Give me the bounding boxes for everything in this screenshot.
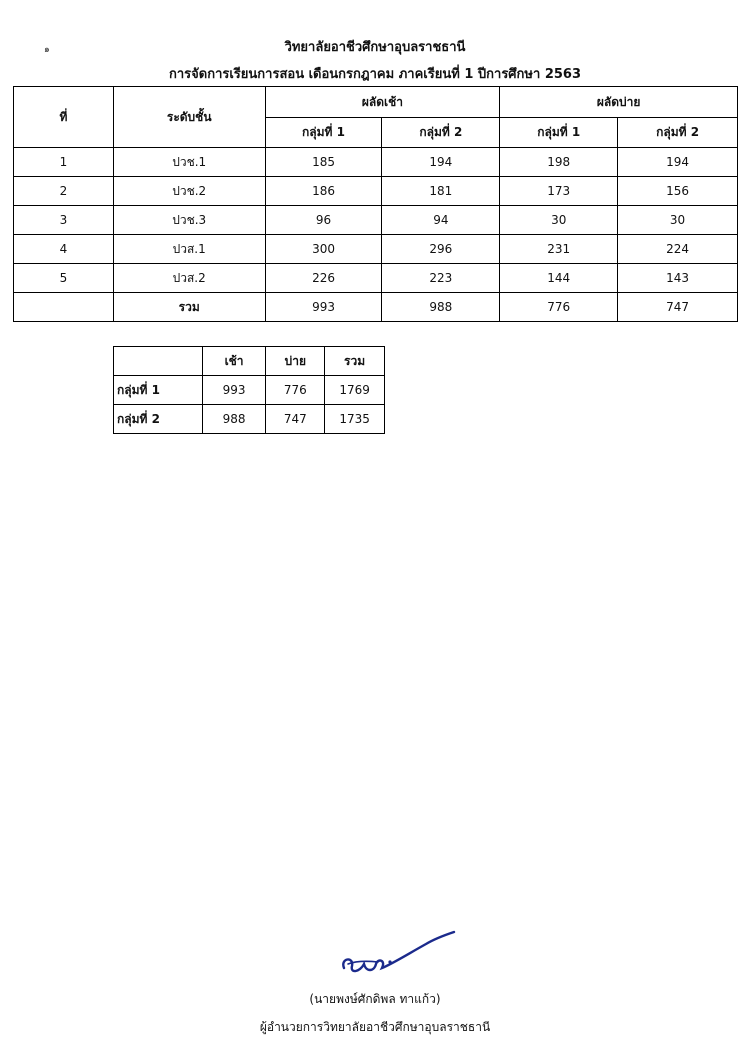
row-out-g1: 144 xyxy=(500,264,618,293)
row-out-g2: 194 xyxy=(618,148,738,177)
row-in-g1: 186 xyxy=(265,177,382,206)
row-no: 2 xyxy=(14,177,114,206)
table-row xyxy=(14,206,738,235)
summary-row-label: กลุ่มที่ 2 xyxy=(114,405,203,434)
summary-header-out: บ่าย xyxy=(266,347,325,376)
row-in-g2: 223 xyxy=(382,264,500,293)
row-out-g1: 231 xyxy=(500,235,618,264)
row-level: ปวช.2 xyxy=(113,177,265,206)
table-row xyxy=(14,177,738,206)
summary-row-label: กลุ่มที่ 1 xyxy=(114,376,203,405)
row-level: ปวส.2 xyxy=(113,264,265,293)
document-title: วิทยาลัยอาชีวศึกษาอุบลราชธานี xyxy=(284,40,466,55)
summary-header-empty xyxy=(114,347,203,376)
total-row xyxy=(14,293,738,322)
header-level: ระดับชั้น xyxy=(113,87,265,148)
table-row xyxy=(14,148,738,177)
schedule-table xyxy=(13,86,738,322)
row-in-g1: 300 xyxy=(265,235,382,264)
row-out-g1: 173 xyxy=(500,177,618,206)
summary-row xyxy=(114,405,385,434)
row-no: 3 xyxy=(14,206,114,235)
row-in-g1: 96 xyxy=(265,206,382,235)
summary-row xyxy=(114,376,385,405)
total-out-g1: 776 xyxy=(500,293,618,322)
signer-position: ผู้อำนวยการวิทยาลัยอาชีวศึกษาอุบลราชธานี xyxy=(259,1020,491,1034)
total-in-g1: 993 xyxy=(265,293,382,322)
total-label: รวม xyxy=(113,293,265,322)
row-in-g2: 194 xyxy=(382,148,500,177)
row-in-g2: 94 xyxy=(382,206,500,235)
signature-image xyxy=(330,928,460,983)
row-in-g1: 226 xyxy=(265,264,382,293)
header-no: ที่ xyxy=(14,87,114,148)
row-in-g1: 185 xyxy=(265,148,382,177)
summary-header-in: เช้า xyxy=(202,347,266,376)
summary-row-in: 993 xyxy=(202,376,266,405)
summary-row-in: 988 xyxy=(202,405,266,434)
row-out-g2: 156 xyxy=(618,177,738,206)
header-out-group-1: กลุ่มที่ 1 xyxy=(500,118,618,148)
header-out-group-2: กลุ่มที่ 2 xyxy=(618,118,738,148)
header-shift-out: ผลัดบ่าย xyxy=(500,87,738,118)
row-level: ปวช.3 xyxy=(113,206,265,235)
table-row xyxy=(14,264,738,293)
summary-row-sum: 1769 xyxy=(325,376,385,405)
document-subtitle: การจัดการเรียนการสอน เดือนกรกฎาคม ภาคเรียนที่ 1 ปีการศึกษา 2563 xyxy=(169,67,581,82)
row-no: 4 xyxy=(14,235,114,264)
row-out-g2: 143 xyxy=(618,264,738,293)
signer-name: (นายพงษ์ศักดิพล ทาแก้ว) xyxy=(309,992,441,1006)
table-row xyxy=(14,235,738,264)
row-no: 5 xyxy=(14,264,114,293)
header-in-group-2: กลุ่มที่ 2 xyxy=(382,118,500,148)
row-out-g1: 198 xyxy=(500,148,618,177)
row-out-g2: 224 xyxy=(618,235,738,264)
summary-header-sum: รวม xyxy=(325,347,385,376)
summary-row-out: 747 xyxy=(266,405,325,434)
row-level: ปวส.1 xyxy=(113,235,265,264)
total-in-g2: 988 xyxy=(382,293,500,322)
row-no: 1 xyxy=(14,148,114,177)
total-no-empty xyxy=(14,293,114,322)
summary-row-out: 776 xyxy=(266,376,325,405)
row-level: ปวช.1 xyxy=(113,148,265,177)
corner-mark: ๑ xyxy=(44,45,50,55)
header-shift-in: ผลัดเช้า xyxy=(265,87,500,118)
row-out-g2: 30 xyxy=(618,206,738,235)
row-in-g2: 296 xyxy=(382,235,500,264)
row-out-g1: 30 xyxy=(500,206,618,235)
total-out-g2: 747 xyxy=(618,293,738,322)
summary-row-sum: 1735 xyxy=(325,405,385,434)
header-in-group-1: กลุ่มที่ 1 xyxy=(265,118,382,148)
row-in-g2: 181 xyxy=(382,177,500,206)
summary-table xyxy=(113,346,385,434)
